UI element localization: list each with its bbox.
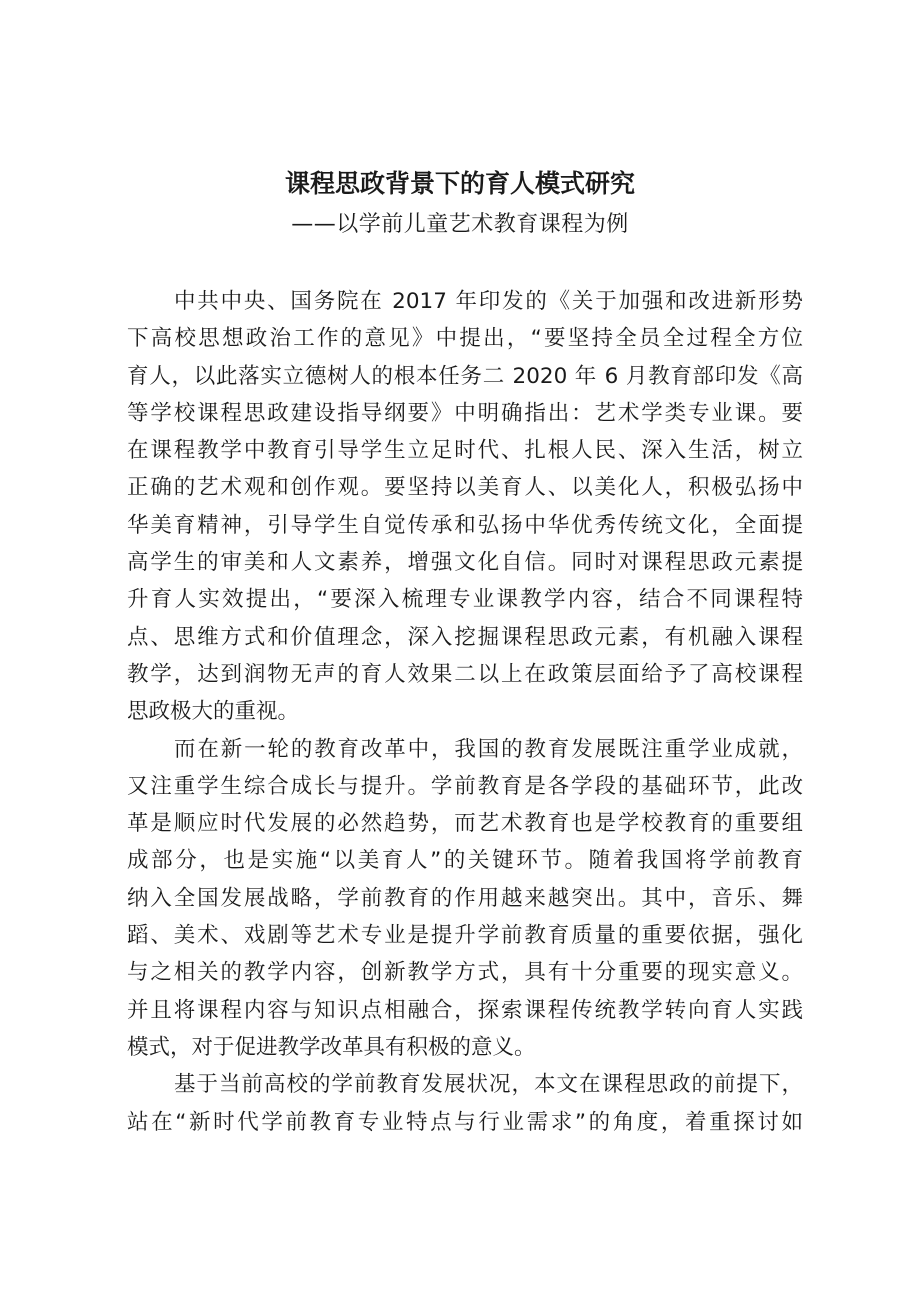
paragraph-1 (127, 283, 803, 731)
paragraph-line: 高学生的审美和人文素养，增强文化自信。同时对课程思政元素提 (127, 550, 803, 576)
paragraph-2 (127, 731, 803, 1067)
paragraph-line: 革是顺应时代发展的必然趋势，而艺术教育也是学校教育的重要组 (127, 811, 803, 837)
paragraph-line: 而在新一轮的教育改革中，我国的教育发展既注重学业成就， (174, 736, 803, 762)
document-body (127, 283, 803, 1141)
paragraph-line: 育人，以此落实立德树人的根本任务二 2020 年 6 月教育部印发《高 (127, 363, 803, 389)
paragraph-line: 教学，达到润物无声的育人效果二以上在政策层面给予了高校课程 (127, 661, 803, 687)
paragraph-line: 与之相关的教学内容，创新教学方式，具有十分重要的现实意义。 (127, 960, 803, 986)
paragraph-line: 纳入全国发展战略，学前教育的作用越来越突出。其中，音乐、舞 (127, 885, 803, 911)
paragraph-3 (127, 1066, 803, 1141)
paragraph-line: 中共中央、国务院在 2017 年印发的《关于加强和改进新形势 (174, 289, 803, 314)
paragraph-line: 又注重学生综合成长与提升。学前教育是各学段的基础环节，此改 (127, 773, 803, 799)
paragraph-line: 下高校思想政治工作的意见》中提出，“要坚持全员全过程全方位 (127, 326, 803, 352)
paragraph-line: 华美育精神，引导学生自觉传承和弘扬中华优秀传统文化，全面提 (127, 512, 803, 538)
paragraph-line: 思政极大的重视。 (127, 699, 300, 725)
paragraph-line: 基于当前高校的学前教育发展状况，本文在课程思政的前提下， (174, 1072, 803, 1098)
paragraph-line: 站在“新时代学前教育专业特点与行业需求”的角度，着重探讨如 (127, 1109, 803, 1135)
paragraph-line: 模式，对于促进教学改革具有积极的意义。 (127, 1034, 536, 1060)
paragraph-line: 蹈、美术、戏剧等艺术专业是提升学前教育质量的重要依据，强化 (127, 923, 803, 949)
document-title: 课程思政背景下的育人模式研究 (284, 169, 635, 198)
paragraph-line: 正确的艺术观和创作观。要坚持以美育人、以美化人，积极弘扬中 (127, 475, 803, 501)
paragraph-line: 等学校课程思政建设指导纲要》中明确指出：艺术学类专业课。要 (127, 400, 803, 426)
paragraph-line: 成部分，也是实施“以美育人”的关键环节。随着我国将学前教育 (127, 848, 803, 874)
paragraph-line: 点、思维方式和价值理念，深入挖掘课程思政元素，有机融入课程 (127, 624, 803, 650)
paragraph-line: 升育人实效提出，“要深入梳理专业课教学内容，结合不同课程特 (127, 587, 803, 613)
paragraph-line: 在课程教学中教育引导学生立足时代、扎根人民、深入生活，树立 (127, 438, 803, 464)
document-subtitle: ——以学前儿童艺术教育课程为例 (291, 212, 629, 237)
paragraph-line: 并且将课程内容与知识点相融合，探索课程传统教学转向育人实践 (127, 997, 803, 1023)
